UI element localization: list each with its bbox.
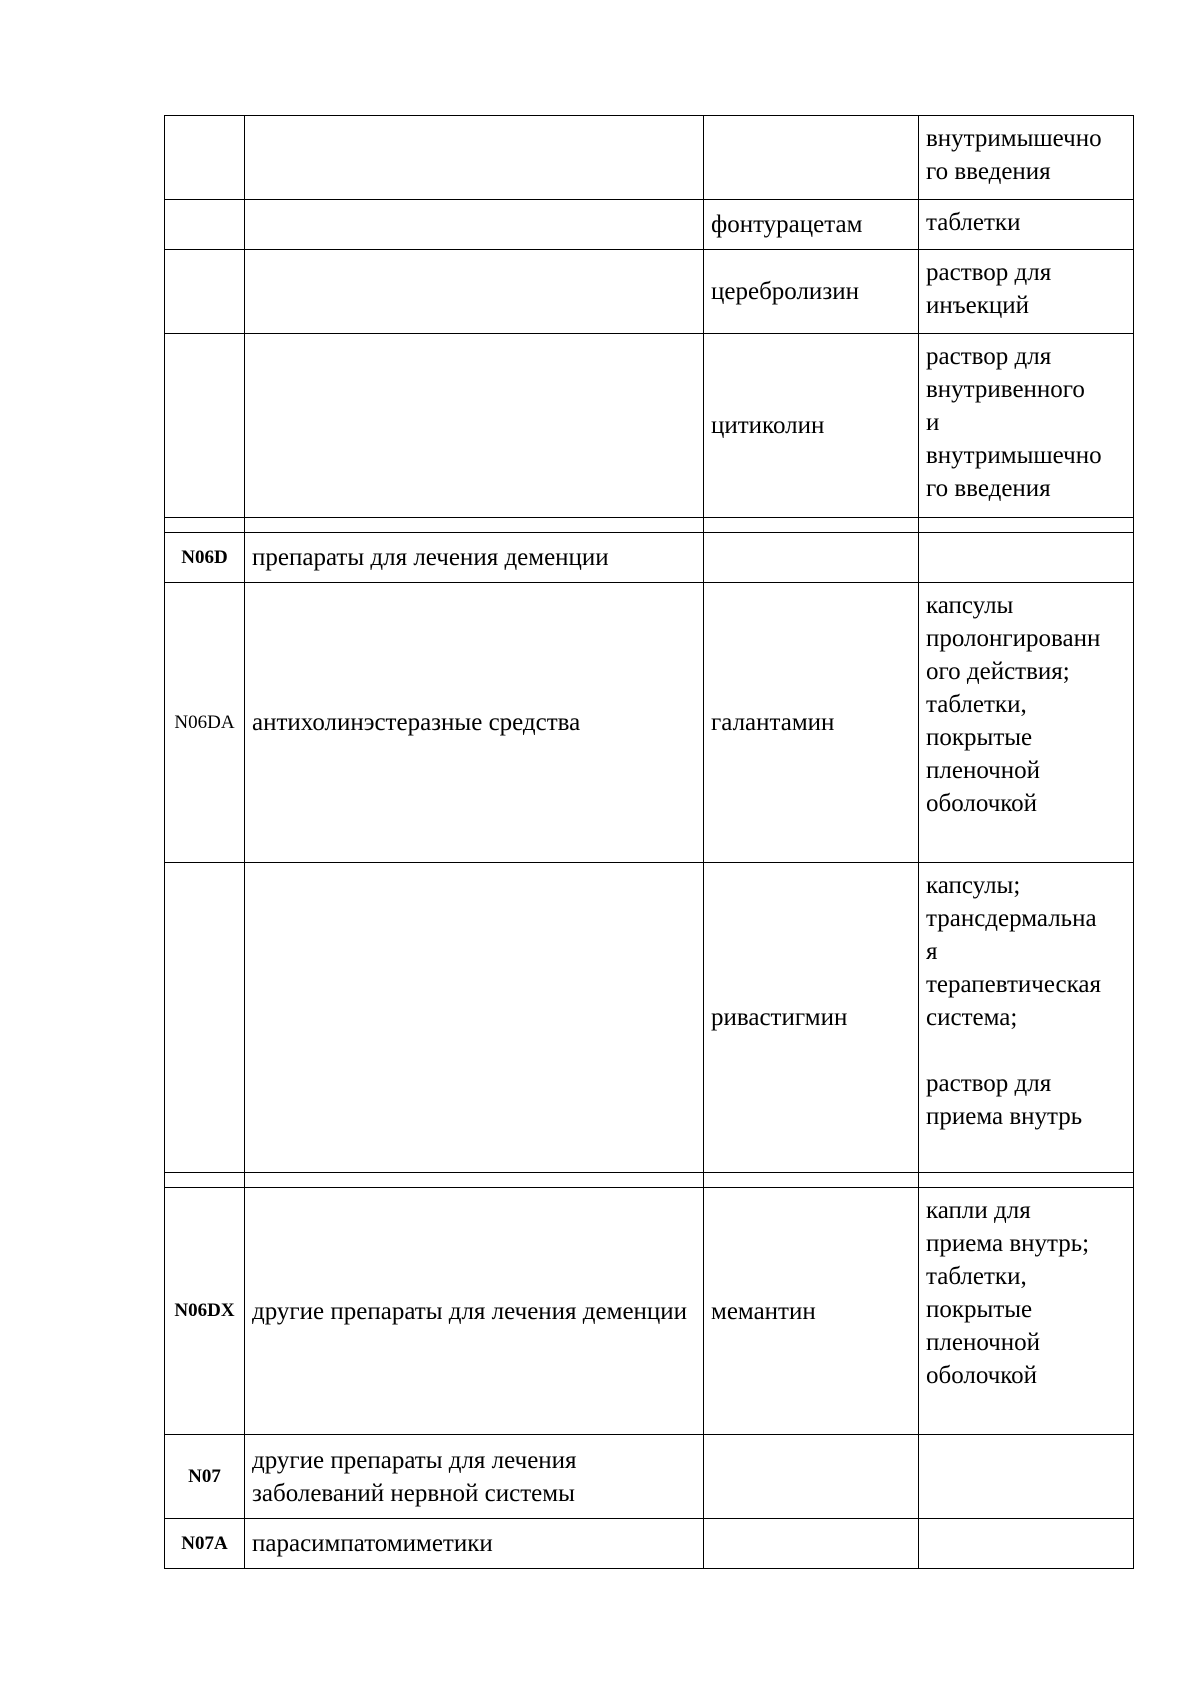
drug-name-cell: галантамин (704, 583, 919, 863)
table-row (165, 200, 1134, 250)
table-row (165, 1435, 1134, 1519)
atc-code-cell: N06D (165, 533, 245, 583)
spacer-cell (165, 1173, 245, 1188)
anatomic-group-cell (245, 863, 704, 1173)
drug-list-table (164, 115, 1134, 1569)
drug-name-cell (704, 1435, 919, 1519)
atc-code-cell (165, 863, 245, 1173)
atc-code-cell: N07 (165, 1435, 245, 1519)
drug-name-cell (704, 116, 919, 200)
spacer-cell (245, 1173, 704, 1188)
dosage-form-cell (919, 1519, 1134, 1569)
spacer-cell (919, 1173, 1134, 1188)
spacer-row (165, 1173, 1134, 1188)
drug-name-cell: церебролизин (704, 250, 919, 334)
drug-name-cell: ривастигмин (704, 863, 919, 1173)
table-row (165, 116, 1134, 200)
table-row (165, 1188, 1134, 1435)
dosage-form-cell: раствор для инъекций (919, 250, 1134, 334)
drug-name-cell: фонтурацетам (704, 200, 919, 250)
anatomic-group-cell: другие препараты для лечения заболеваний нервной системы (245, 1435, 704, 1519)
drug-name-cell (704, 1519, 919, 1569)
spacer-row (165, 518, 1134, 533)
dosage-form-cell (919, 533, 1134, 583)
atc-code-cell: N07A (165, 1519, 245, 1569)
anatomic-group-cell: парасимпатомиметики (245, 1519, 704, 1569)
spacer-cell (704, 1173, 919, 1188)
dosage-form-cell: внутримышечно го введения (919, 116, 1134, 200)
spacer-cell (245, 518, 704, 533)
table-row (165, 533, 1134, 583)
anatomic-group-cell (245, 116, 704, 200)
atc-code-cell (165, 116, 245, 200)
anatomic-group-cell (245, 250, 704, 334)
table-row (165, 334, 1134, 518)
dosage-form-cell: раствор для внутривенного и внутримышечно го введения (919, 334, 1134, 518)
anatomic-group-cell: антихолинэстеразные средства (245, 583, 704, 863)
anatomic-group-cell (245, 334, 704, 518)
atc-code-cell (165, 250, 245, 334)
atc-code-cell: N06DA (165, 583, 245, 863)
table-row (165, 863, 1134, 1173)
table-row (165, 583, 1134, 863)
dosage-form-cell (919, 1435, 1134, 1519)
drug-name-cell (704, 533, 919, 583)
drug-name-cell: мемантин (704, 1188, 919, 1435)
table-row (165, 250, 1134, 334)
atc-code-cell (165, 334, 245, 518)
spacer-cell (165, 518, 245, 533)
dosage-form-cell: таблетки (919, 200, 1134, 250)
anatomic-group-cell (245, 200, 704, 250)
anatomic-group-cell: препараты для лечения деменции (245, 533, 704, 583)
drug-name-cell: цитиколин (704, 334, 919, 518)
table-body (165, 116, 1134, 1569)
spacer-cell (919, 518, 1134, 533)
atc-code-cell: N06DX (165, 1188, 245, 1435)
dosage-form-cell: капли для приема внутрь; таблетки, покрытые пленочной оболочкой (919, 1188, 1134, 1435)
table-row (165, 1519, 1134, 1569)
dosage-form-cell: капсулы; трансдермальна я терапевтическая система; раствор для приема внутрь (919, 863, 1134, 1173)
atc-code-cell (165, 200, 245, 250)
anatomic-group-cell: другие препараты для лечения деменции (245, 1188, 704, 1435)
dosage-form-cell: капсулы пролонгированн ого действия; таблетки, покрытые пленочной оболочкой (919, 583, 1134, 863)
spacer-cell (704, 518, 919, 533)
